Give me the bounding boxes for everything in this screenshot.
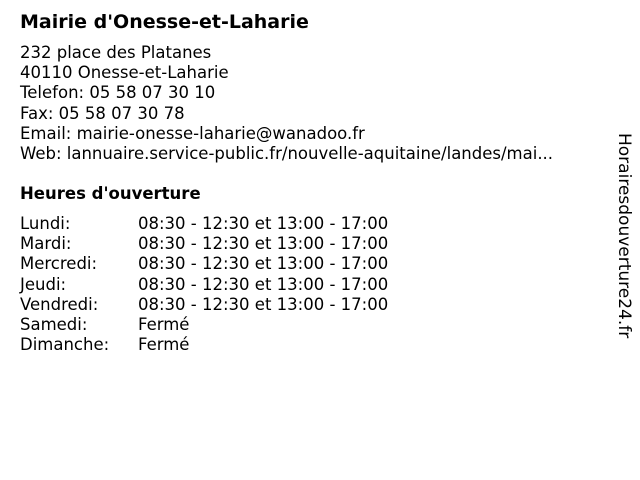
hours-day: Samedi: — [20, 314, 88, 334]
hours-row-sunday — [20, 335, 440, 355]
hours-time: 08:30 - 12:30 et 13:00 - 17:00 — [138, 234, 389, 254]
hours-day: Jeudi: — [20, 274, 67, 294]
hours-row-thursday — [20, 275, 440, 295]
hours-time: 08:30 - 12:30 et 13:00 - 17:00 — [138, 274, 389, 294]
hours-day: Vendredi: — [20, 294, 99, 314]
website-link: Web: lannuaire.service-public.fr/nouvelle-aquitaine/landes/mai... — [20, 143, 554, 163]
address-street: 232 place des Platanes — [20, 43, 212, 62]
hours-row-monday — [20, 214, 440, 234]
hours-time: 08:30 - 12:30 et 13:00 - 17:00 — [138, 214, 389, 233]
fax-number: Fax: 05 58 07 30 78 — [20, 103, 185, 123]
hours-day: Mercredi: — [20, 254, 98, 274]
hours-day: Mardi: — [20, 234, 72, 254]
page-title: Mairie d'Onesse-et-Laharie — [20, 11, 309, 33]
hours-day: Dimanche: — [20, 335, 110, 355]
hours-row-wednesday — [20, 254, 440, 274]
phone-number: Telefon: 05 58 07 30 10 — [20, 83, 216, 103]
hours-time: Fermé — [138, 314, 190, 334]
contact-block — [20, 43, 553, 164]
hours-row-tuesday — [20, 234, 440, 254]
site-watermark: Horairesdouverture24.fr — [614, 133, 634, 339]
hours-row-friday — [20, 295, 440, 315]
hours-time: 08:30 - 12:30 et 13:00 - 17:00 — [138, 254, 389, 274]
hours-time: Fermé — [138, 335, 190, 355]
opening-hours-table — [20, 214, 440, 355]
hours-day: Lundi: — [20, 214, 71, 233]
address-city: 40110 Onesse-et-Laharie — [20, 63, 229, 83]
hours-heading: Heures d'ouverture — [20, 184, 201, 203]
hours-time: 08:30 - 12:30 et 13:00 - 17:00 — [138, 294, 389, 314]
email-address: Email: mairie-onesse-laharie@wanadoo.fr — [20, 123, 365, 143]
hours-row-saturday — [20, 315, 440, 335]
